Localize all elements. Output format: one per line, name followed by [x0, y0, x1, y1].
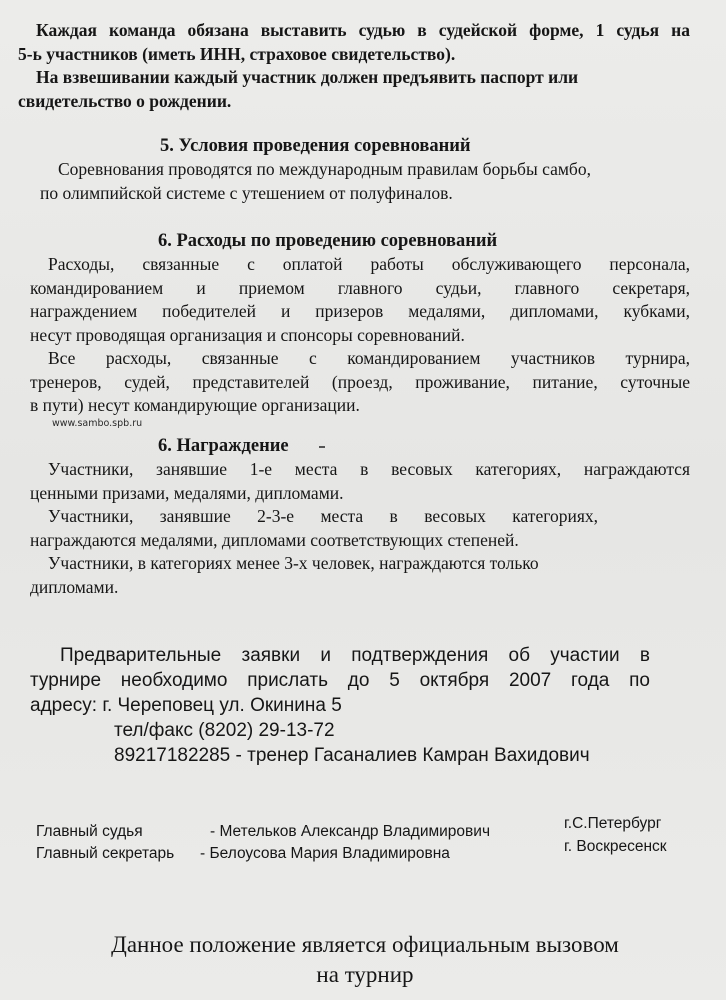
- awards-line: ценными призами, медалями, дипломами.: [30, 482, 344, 503]
- final-statement: [30, 930, 700, 990]
- applications-line: Предварительные заявки и подтверждения об участии в: [60, 645, 650, 666]
- expenses-line: несут проводящая организация и спонсоры соревнований.: [30, 324, 465, 345]
- expenses-line: Расходы, связанные с оплатой работы обслуживающего персонала,: [48, 254, 690, 274]
- expenses-line: награждением победителей и призеров медалями, дипломами, кубками,: [30, 301, 690, 321]
- expenses-line: в пути) несут командирующие организации.: [30, 395, 360, 415]
- applications-line: 89217182285 - тренер Гасаналиев Камран Вахидович: [114, 745, 590, 766]
- applications-line: адресу: г. Череповец ул. Окинина 5: [30, 695, 342, 716]
- intro-line: свидетельство о рождении.: [18, 90, 232, 111]
- section-5-heading: 5. Условия проведения соревнований: [160, 136, 471, 156]
- section-6-expenses: [30, 229, 690, 418]
- final-line: Данное положение является официальным вызовом: [111, 932, 619, 957]
- applications-line: турнире необходимо прислать до 5 октября 2007 года по: [30, 670, 650, 691]
- signature-role: Главный судья: [36, 823, 143, 840]
- intro-block: [18, 19, 690, 113]
- signature-row: [36, 838, 696, 865]
- awards-line: награждаются медалями, дипломами соответствующих степеней.: [30, 529, 519, 550]
- signature-city: г.С.Петербург: [564, 815, 662, 832]
- signature-name: - Белоусова Мария Владимировна: [200, 845, 450, 862]
- intro-line: 5-ь участников (иметь ИНН, страховое свидетельство).: [18, 43, 456, 64]
- awards-line: дипломами.: [30, 576, 119, 597]
- awards-line: Участники, занявшие 2-3-е места в весовых категориях,: [48, 506, 598, 526]
- section-5-line: по олимпийской системе с утешением от полуфиналов.: [40, 182, 453, 203]
- scan-speck: [319, 446, 325, 448]
- applications-block: [30, 643, 650, 768]
- section-5: [40, 134, 690, 205]
- final-line: на турнир: [316, 962, 414, 987]
- awards-heading-text: 6. Награждение: [158, 436, 289, 456]
- signature-role: Главный секретарь: [36, 845, 175, 862]
- signature-name: - Метельков Александр Владимирович: [210, 823, 491, 840]
- watermark-url: www.sambo.spb.ru: [52, 418, 143, 429]
- awards-line: Участники, в категориях менее 3-х человек, награждаются только: [48, 553, 539, 573]
- section-6-expenses-heading: 6. Расходы по проведению соревнований: [158, 231, 498, 251]
- section-5-line: Соревнования проводятся по международным правилам борьбы самбо,: [58, 159, 591, 179]
- section-6-awards: [30, 434, 690, 599]
- awards-line: Участники, занявшие 1-е места в весовых категориях, награждаются: [48, 459, 690, 479]
- section-6-awards-heading: [158, 434, 690, 458]
- intro-line: Каждая команда обязана выставить судью в судейской форме, 1 судья на: [36, 20, 690, 40]
- expenses-line: командированием и приемом главного судьи, главного секретаря,: [30, 277, 690, 298]
- expenses-line: тренеров, судей, представителей (проезд, проживание, питание, суточные: [30, 371, 690, 392]
- expenses-line: Все расходы, связанные с командированием участников турнира,: [48, 348, 690, 368]
- signatures-block: [36, 815, 696, 865]
- applications-line: тел/факс (8202) 29-13-72: [114, 720, 335, 741]
- intro-line: На взвешивании каждый участник должен предъявить паспорт или: [36, 67, 579, 87]
- signature-city: г. Воскресенск: [564, 838, 667, 855]
